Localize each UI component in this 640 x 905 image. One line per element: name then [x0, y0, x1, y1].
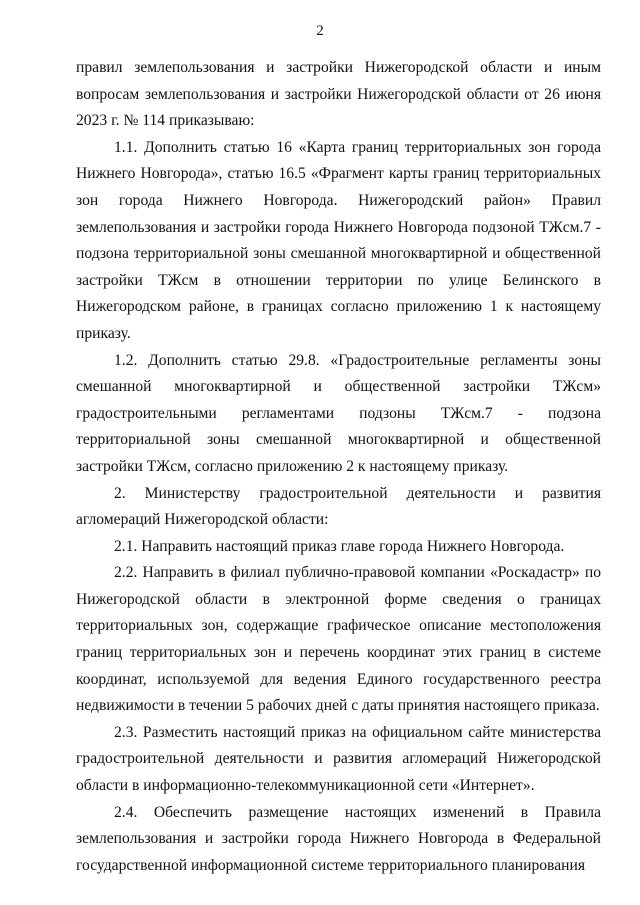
paragraph-1-2: 1.2. Дополнить статью 29.8. «Градостроительные регламенты зоны смешанной многоквартирной и общественной застройки ТЖсм» градостроительными регламентами подзоны ТЖсм.7 - подзона территориальной зоны смешанной многоквартирной и общественной застройки ТЖсм, согласно приложению 2 к настоящему приказу. [76, 351, 601, 475]
paragraph-2: 2. Министерству градостроительной деятельности и развития агломераций Нижегородской области: [76, 484, 601, 529]
document-body [76, 55, 601, 879]
paragraph-2-4: 2.4. Обеспечить размещение настоящих изменений в Правила землепользования и застройки города Нижнего Новгорода в Федеральной государственной информационной системе территориального планирования [76, 803, 601, 874]
page-number: 2 [316, 23, 324, 39]
paragraph-continuation: правил землепользования и застройки Нижегородской области и иным вопросам землепользования и застройки Нижегородской области от 26 июня 2023 г. № 114 приказываю: [76, 59, 601, 130]
paragraph-2-3: 2.3. Разместить настоящий приказ на официальном сайте министерства градостроительной деятельности и развития агломераций Нижегородской области в информационно-телекоммуникационной сети «Интернет». [76, 723, 601, 795]
paragraph-2-1: 2.1. Направить настоящий приказ главе города Нижнего Новгорода. [114, 537, 565, 555]
paragraph-1-1: 1.1. Дополнить статью 16 «Карта границ территориальных зон города Нижнего Новгорода», статью 16.5 «Фрагмент карты границ территориальных зон города Нижнего Новгорода. Нижегородский район» Правил землепользования и застройки города Нижнего Новгорода подзоной ТЖсм.7 - подзона территориальной зоны смешанной многоквартирной и общественной застройки ТЖсм в отношении территории по улице Белинского в Нижегородском районе, в границах согласно приложению 1 к настоящему приказу. [76, 138, 601, 342]
paragraph-2-2: 2.2. Направить в филиал публично-правовой компании «Роскадастр» по Нижегородской области в электронной форме сведения о границах территориальных зон, содержащие графическое описание местоположения границ территориальных зон и перечень координат этих границ в системе координат, используемой для ведения Единого государственного реестра недвижимости в течении 5 рабочих дней с даты принятия настоящего приказа. [76, 564, 601, 715]
